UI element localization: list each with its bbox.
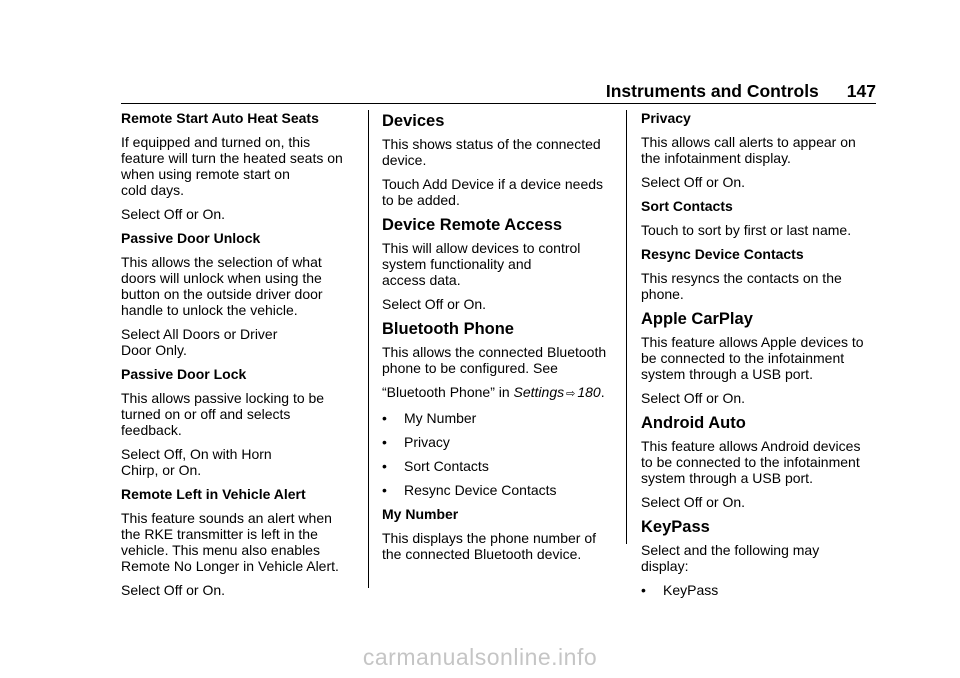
list-item: [382, 482, 618, 498]
text-line: access data.: [382, 272, 461, 288]
text-line: the RKE transmitter is left in the: [121, 526, 318, 542]
reference-end: .: [600, 384, 605, 400]
subheading: Sort Contacts: [641, 198, 733, 214]
text-line: This will allow devices to control: [382, 240, 581, 256]
paragraph: [641, 174, 877, 190]
text-line: This allows the selection of what: [121, 254, 322, 270]
paragraph: [121, 134, 357, 198]
text-line: Touch Add Device if a device needs: [382, 176, 604, 192]
paragraph: [382, 530, 618, 562]
text-line: turned on or off and selects: [121, 406, 291, 422]
list-item: [382, 410, 618, 426]
cross-reference: [382, 384, 618, 402]
paragraph: [382, 344, 618, 376]
list-item: [382, 458, 618, 474]
list-item: [382, 434, 618, 450]
bullet-icon: •: [382, 410, 387, 426]
paragraph: [382, 296, 618, 312]
section-heading: Android Auto: [641, 414, 746, 432]
column-right: [641, 110, 877, 606]
text-line: Select Off or On.: [382, 296, 487, 312]
paragraph: [641, 542, 877, 574]
text-line: Select Off or On.: [641, 174, 746, 190]
bullet-icon: •: [382, 434, 387, 450]
subheading: Remote Start Auto Heat Seats: [121, 110, 319, 126]
header-rule: [121, 103, 876, 104]
text-line: feedback.: [121, 422, 182, 438]
text-line: feature will turn the heated seats on: [121, 150, 343, 166]
subheading: Privacy: [641, 110, 691, 126]
subheading: Passive Door Lock: [121, 366, 247, 382]
paragraph: [121, 582, 357, 598]
text-line: This displays the phone number of: [382, 530, 597, 546]
paragraph: [121, 326, 357, 358]
paragraph: [121, 206, 357, 222]
text-line: This feature sounds an alert when: [121, 510, 332, 526]
text-line: vehicle. This menu also enables: [121, 542, 320, 558]
reference-link[interactable]: Settings: [513, 384, 565, 400]
paragraph: [382, 136, 618, 168]
text-line: device.: [382, 152, 427, 168]
text-line: display:: [641, 558, 689, 574]
section-heading: Apple CarPlay: [641, 310, 753, 328]
list-item: [641, 582, 877, 598]
text-line: Select Off, On with Horn: [121, 446, 272, 462]
text-line: cold days.: [121, 182, 185, 198]
paragraph: [382, 240, 618, 288]
reference-page[interactable]: 180: [577, 384, 601, 400]
list-item-label: Sort Contacts: [404, 458, 489, 474]
column-divider-left: [368, 110, 369, 588]
text-line: phone.: [641, 286, 684, 302]
column-middle: [382, 110, 618, 570]
section-heading: Bluetooth Phone: [382, 320, 514, 338]
text-line: system through a USB port.: [641, 470, 813, 486]
subheading: Remote Left in Vehicle Alert: [121, 486, 306, 502]
reference-text: “Bluetooth Phone” in: [382, 384, 514, 400]
text-line: This feature allows Apple devices to: [641, 334, 864, 350]
paragraph: [382, 176, 618, 208]
bullet-icon: •: [382, 458, 387, 474]
text-line: system through a USB port.: [641, 366, 813, 382]
bullet-icon: •: [382, 482, 387, 498]
text-line: when using remote start on: [121, 166, 290, 182]
section-heading: KeyPass: [641, 518, 710, 536]
page-header: [606, 81, 876, 102]
column-left: [121, 110, 357, 606]
text-line: This resyncs the contacts on the: [641, 270, 842, 286]
column-divider-right: [626, 110, 627, 544]
text-line: system functionality and: [382, 256, 532, 272]
list-item-label: KeyPass: [663, 582, 719, 598]
text-line: Touch to sort by first or last name.: [641, 222, 852, 238]
text-line: Select Off or On.: [121, 206, 226, 222]
paragraph: [121, 446, 357, 478]
list-item-label: Resync Device Contacts: [404, 482, 557, 498]
text-line: This allows the connected Bluetooth: [382, 344, 607, 360]
text-line: Select and the following may: [641, 542, 820, 558]
text-line: Select Off or On.: [641, 390, 746, 406]
bullet-icon: •: [641, 582, 646, 598]
text-line: This allows passive locking to be: [121, 390, 325, 406]
text-line: This shows status of the connected: [382, 136, 601, 152]
paragraph: [641, 222, 877, 238]
paragraph: [641, 334, 877, 382]
paragraph: [641, 134, 877, 166]
section-title: Instruments and Controls: [605, 81, 819, 101]
text-line: Remote No Longer in Vehicle Alert.: [121, 558, 339, 574]
paragraph: [121, 254, 357, 318]
paragraph: [641, 494, 877, 510]
subheading: My Number: [382, 506, 459, 522]
text-line: the connected Bluetooth device.: [382, 546, 582, 562]
subheading: Resync Device Contacts: [641, 246, 804, 262]
section-heading: Devices: [382, 112, 445, 130]
text-line: to be added.: [382, 192, 460, 208]
page-arrow-icon: ⇨: [566, 388, 576, 400]
text-line: phone to be configured. See: [382, 360, 558, 376]
text-line: doors will unlock when using the: [121, 270, 322, 286]
text-line: Door Only.: [121, 342, 187, 358]
paragraph: [641, 438, 877, 486]
text-line: This feature allows Android devices: [641, 438, 861, 454]
text-line: Chirp, or On.: [121, 462, 202, 478]
text-line: If equipped and turned on, this: [121, 134, 311, 150]
text-line: Select Off or On.: [641, 494, 746, 510]
text-line: button on the outside driver door: [121, 286, 323, 302]
text-line: the infotainment display.: [641, 150, 791, 166]
text-line: Select All Doors or Driver: [121, 326, 278, 342]
section-heading: Device Remote Access: [382, 216, 563, 234]
text-line: handle to unlock the vehicle.: [121, 302, 298, 318]
watermark: carmanualsonline.info: [362, 644, 598, 670]
paragraph: [121, 390, 357, 438]
text-line: be connected to the infotainment: [641, 350, 845, 366]
paragraph: [121, 510, 357, 574]
text-line: Select Off or On.: [121, 582, 226, 598]
list-item-label: Privacy: [404, 434, 450, 450]
text-line: to be connected to the infotainment: [641, 454, 860, 470]
page-number: 147: [846, 81, 876, 101]
text-line: This allows call alerts to appear on: [641, 134, 856, 150]
list-item-label: My Number: [404, 410, 477, 426]
subheading: Passive Door Unlock: [121, 230, 261, 246]
paragraph: [641, 270, 877, 302]
paragraph: [641, 390, 877, 406]
